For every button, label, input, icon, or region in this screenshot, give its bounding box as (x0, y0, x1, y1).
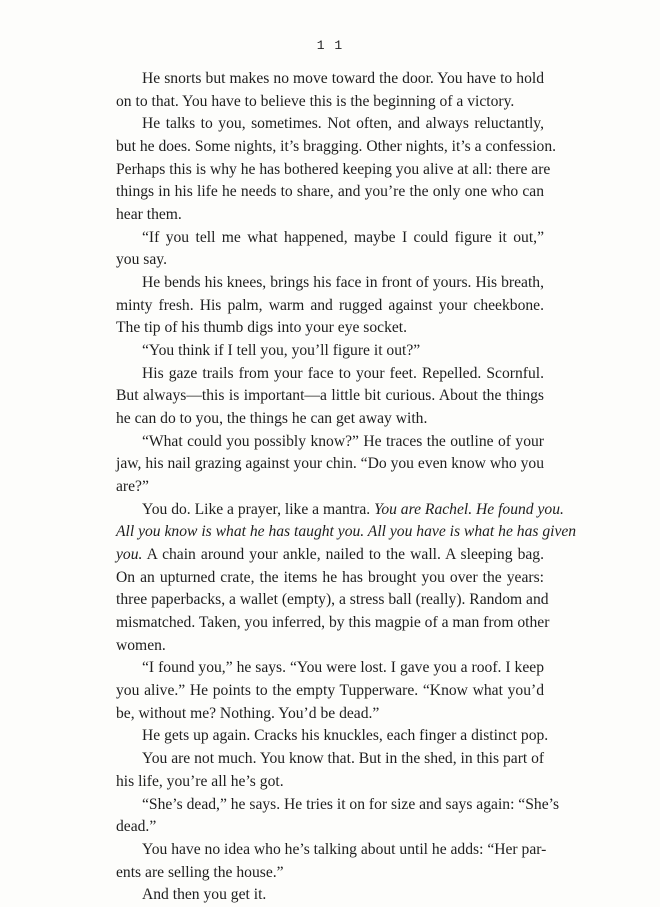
text-line: things in his life he needs to share, and you’re the only one who can (116, 183, 544, 201)
text-line: are?” (116, 478, 149, 496)
text-line (116, 544, 544, 567)
text-line: he can do to you, the things he can get away with. (116, 410, 428, 428)
text-line (116, 499, 564, 522)
text-line: “If you tell me what happened, maybe I could figure it out,” (142, 228, 544, 246)
text-line: He bends his knees, brings his face in front of yours. His breath, (142, 274, 544, 292)
paragraph (116, 657, 544, 725)
text-line: “What could you possibly know?” He traces the outline of your (142, 432, 544, 450)
paragraph (116, 340, 544, 363)
text-line: And then you get it. (142, 886, 267, 904)
text-line: hear them. (116, 206, 182, 224)
text-line: minty fresh. His palm, warm and rugged against your cheekbone. (116, 296, 544, 314)
italic-run: you. (116, 546, 143, 564)
text-line: But always—this is important—a little bit curious. About the things (116, 387, 544, 405)
body-text (116, 68, 577, 907)
text-line: jaw, his nail grazing against your chin. “Do you even know who you (116, 455, 544, 473)
text-line: be, without me? Nothing. You’d be dead.” (116, 704, 380, 722)
text-line: “You think if I tell you, you’ll figure it out?” (142, 342, 421, 360)
text-line: He snorts but makes no move toward the door. You have to hold (142, 70, 544, 87)
text-line: his life, you’re all he’s got. (116, 772, 284, 790)
text-line: on to that. You have to believe this is the beginning of a victory. (116, 92, 515, 110)
text-line: His gaze trails from your face to your feet. Repelled. Scornful. (142, 364, 544, 382)
italic-run: All you know is what he has taught you. All you have is what he has given (116, 523, 577, 541)
text-line: mismatched. Taken, you inferred, by this magpie of a man from other (116, 614, 550, 632)
text-line: On an upturned crate, the items he has brought you over the years: (116, 568, 544, 586)
text-line: You have no idea who he’s talking about until he adds: “Her par- (142, 840, 547, 858)
text-line: “I found you,” he says. “You were lost. I gave you a roof. I keep (142, 659, 544, 677)
paragraph (116, 725, 549, 748)
paragraph (116, 113, 557, 226)
text-line: He gets up again. Cracks his knuckles, each finger a distinct pop. (142, 727, 549, 745)
text-line: “She’s dead,” he says. He tries it on for size and says again: “She’s (142, 795, 560, 813)
text-line: but he does. Some nights, it’s bragging. Other nights, it’s a confession. (116, 138, 557, 156)
paragraph (116, 431, 544, 499)
text-line: You are not much. You know that. But in the shed, in this part of (142, 750, 545, 768)
text-line: women. (116, 636, 166, 654)
paragraph (116, 363, 544, 431)
text-line: The tip of his thumb digs into your eye socket. (116, 319, 408, 337)
text-run: You do. Like a prayer, like a mantra. (142, 500, 375, 518)
paragraph (116, 272, 544, 340)
page-number: 1 1 (316, 38, 344, 53)
paragraph (116, 227, 544, 272)
text-line: you say. (116, 251, 167, 269)
text-line: three paperbacks, a wallet (empty), a stress ball (really). Random and (116, 591, 549, 609)
text-line: Perhaps this is why he has bothered keeping you alive at all: there are (116, 160, 551, 178)
italic-run: You are Rachel. He found you. (374, 500, 564, 518)
text-line: ents are selling the house.” (116, 863, 284, 881)
paragraph (116, 68, 544, 113)
paragraph-mantra (116, 499, 577, 658)
text-run: A chain around your ankle, nailed to the wall. A sleeping bag. (142, 546, 544, 564)
text-line: He talks to you, sometimes. Not often, and always reluctantly, (142, 115, 544, 133)
paragraph (116, 839, 547, 884)
text-line (116, 521, 577, 544)
paragraph (116, 884, 544, 907)
paragraph (116, 794, 560, 839)
paragraph (116, 748, 544, 793)
text-line: you alive.” He points to the empty Tupperware. “Know what you’d (116, 682, 544, 700)
text-line: dead.” (116, 818, 157, 836)
